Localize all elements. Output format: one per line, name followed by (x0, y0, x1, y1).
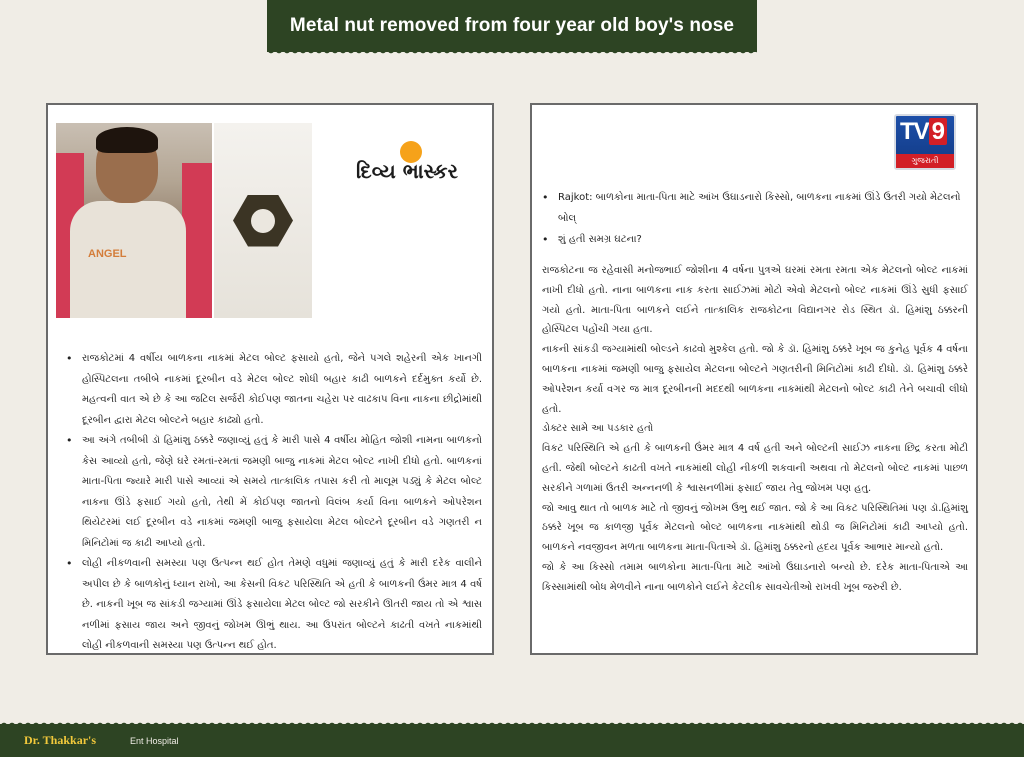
divya-bhaskar-article (46, 103, 494, 655)
list-item: • Rajkot: બાળકોના માતા-પિતા માટે આંખ ઉઘાડનારો કિસ્સો, બાળકના નાકમાં ઊંડે ઉતરી ગયો મેટલનો બોલ્ (540, 187, 968, 229)
metal-nut-photo (214, 123, 312, 318)
page-title: Metal nut removed from four year old boy's nose (267, 0, 757, 52)
paragraph: જો આવુ થાત તો બાળક માટે તો જીવનું જોખમ ઉભુ થઈ જાત. જો કે આ વિકટ પરિસ્થિતિમાં પણ ડૉ.હિમાંશુ ઠક્કરે ખૂબ જ કાળજી પૂર્વક મેટલનો બોલ્ટ બાળકના નાકમાંથી થોડી જ મિનિટોમાં કાઢી આપ્યો હતો. બાળકને નવજીવન મળતા બાળકના માતા-પિતાએ ડૉ. હિમાંશુ ઠક્કરનો હ્રદય પૂર્વક આભાર માન્યો હતો. (542, 502, 968, 554)
footer-bar (0, 724, 1024, 757)
shirt-print: ANGEL (88, 248, 127, 260)
paragraph: જો કે આ કિસ્સો તમામ બાળકોના માતા-પિતા માટે આંખો ઉઘાડનારો બન્યો છે. દરેક માતા-પિતાએ આ કિસ્સામાંથી બોધ મેળવીને નાના બાળકોને લઈને કેટલીક સાવચેતીઓ રાખવી ખૂબ જરુરી છે. (542, 561, 968, 593)
paragraph: નાકની સાંકડી જગ્યામાંથી બોલ્ડને કાઢવો મુશ્કેલ હતો. જો કે ડૉ. હિમાંશુ ઠક્કરે ખૂબ જ કુનેહ પૂર્વક 4 વર્ષના બાળકના નાકમાં જમણી બાજુ ફસાયેલ મેટલના બોલ્ટને ગણતરીની મિનિટોમાં કાઢી દીધો. ડૉ. હિમાંશુ ઠક્કરે ઓપરેશન કર્યા વગર જ માત્ર દૂરબીનની મદદથી બાળકના નાકમાંથી મેટલનો બોલ્ટ કાઢી તેને બચાવી લીધો હતો. (542, 344, 968, 415)
hex-nut-icon (233, 195, 293, 247)
child-photo (56, 123, 212, 318)
hospital-subtitle: Ent Hospital (130, 736, 179, 746)
list-item: • લોહી નીકળવાની સમસ્યા પણ ઉત્પન્ન થઈ હોત તેમણે વધુમાં જણાવ્યું હતું કે મારી દરેક વાલીને અપીલ છે કે બાળકોનું ધ્યાન રાખો, આ કેસની વિકટ પરિસ્થિતિ એ હતી કે બાળકની ઉંમર માત્ર 4 વર્ષ છે. નાકની ખૂબ જ સાંકડી જગ્યામાં ઊંડે ફસાયેલા મેટલ બોલ્ટ જો સરકીને ઊતરી જાય તો એ શ્વાસ નળીમાં ફસાય જાય અને જીવનું જોખમ ઊભું થાય. આ ઉપરાંત બોલ્ટને કાઢતી વખતે નાકમાંથી લોહી નીકળવાની સમસ્યા પણ ઉત્પન્ન થઈ હોત. (64, 554, 482, 657)
list-item: • રાજકોટમાં 4 વર્ષીય બાળકના નાકમાં મેટલ બોલ્ટ ફસાયો હતો, જેને પગલે શહેરની એક ખાનગી હોસ્પિટલના તબીબે નાકમાં દૂરબીન વડે મેટલ બોલ્ટ શોધી બહાર કાઢી બાળકને દર્દમુક્ત કર્યો છે. મહત્વની વાત એ છે કે આ જટિલ સર્જરી કોઈપણ જાતના ચહેરા પર વાઢકાપ વિના નાકના છીદ્રોમાંથી દૂરબીન દ્વારા મેટલ બોલ્ટને બહાર કાઢ્યો હતો. (64, 349, 482, 431)
right-bullets (540, 187, 968, 250)
tv9-gujarati-logo: TV 9 ગુજરાતી (894, 114, 956, 170)
list-item: • શું હતી સમગ્ર ઘટના? (540, 229, 968, 250)
tv9-article (530, 103, 978, 655)
list-item: • આ અંગે તબીબી ડૉ હિમાંશુ ઠક્કરે જણાવ્યું હતું કે મારી પાસે 4 વર્ષીય મોહિત જોશી નામના બાળકનો કેસ આવ્યો હતો, જેણે ઘરે રમતાં-રમતાં જમણી બાજુ નાકમાં મેટલ બોલ્ટ નાખી દીધો હતો. બાળકનાં માતા-પિતા જ્યારે મારી પાસે આવ્યાં એ સમયે તાત્કાલિક તપાસ કરી તો માલૂમ પડ્યું કે મેટલ બોલ્ટ નાકના ઊંડે ફસાઈ ગયો હતો, તેથી મેં કોઈપણ જાતનો વિલંબ કર્યા વિના બાળકને ઓપરેશન થિયેટરમાં લઈ દૂરબીન વડે નાકમાં જમણી બાજુ ફસાયેલા મેટલ બોલ્ટને દૂરબીન વડે ગણતરી ન મિનિટોમાં જ કાઢી આપ્યો હતો. (64, 431, 482, 554)
left-article-body (64, 349, 482, 657)
paragraph: રાજકોટના જ રહેવાસી મનોજભાઈ જોશીના 4 વર્ષના પુત્રએ ઘરમાં રમતા રમતા એક મેટલનો બોલ્ટ નાકમાં નાખી દીધો હતો. નાના બાળકના નાક કરતા સાઈઝમાં મોટો એવો મેટલનો બોલ્ટ નાકમાં ઊંડે સુધી ફસાઈ ગયો હતો. માતા-પિતા બાળકને લઈને તાત્કાલિક રાજકોટના વિદ્યાનગર રોડ સ્થિત ડૉ. હિમાંશુ ઠક્કરની હોસ્પિટલ પહોંચી ગયા હતા. (542, 265, 968, 336)
right-article-body (542, 261, 968, 598)
paragraph: વિકટ પરિસ્થિતિ એ હતી કે બાળકની ઉંમર માત્ર 4 વર્ષ હતી અને બોલ્ટની સાઈઝ નાકના છિદ્ર કરતા મોટી હતી. જેથી બોલ્ટને કાઢતી વખતે નાકમાંથી લોહી નીકળી શકવાની અથવા તો મેટલનો બોલ્ટ નાકમાં પાછળ સરકીને ગળામાં ઉતરી અન્નનળી કે શ્વાસનળીમાં ફસાઈ જાય તેવુ જોખમ પણ હતુ. (542, 443, 968, 494)
hospital-brand: Dr. Thakkar's (24, 733, 97, 747)
subheading: ડોક્ટર સામે આ પડકાર હતો (542, 423, 654, 435)
divya-bhaskar-logo: દિવ્ય ભાસ્કર (356, 141, 476, 181)
